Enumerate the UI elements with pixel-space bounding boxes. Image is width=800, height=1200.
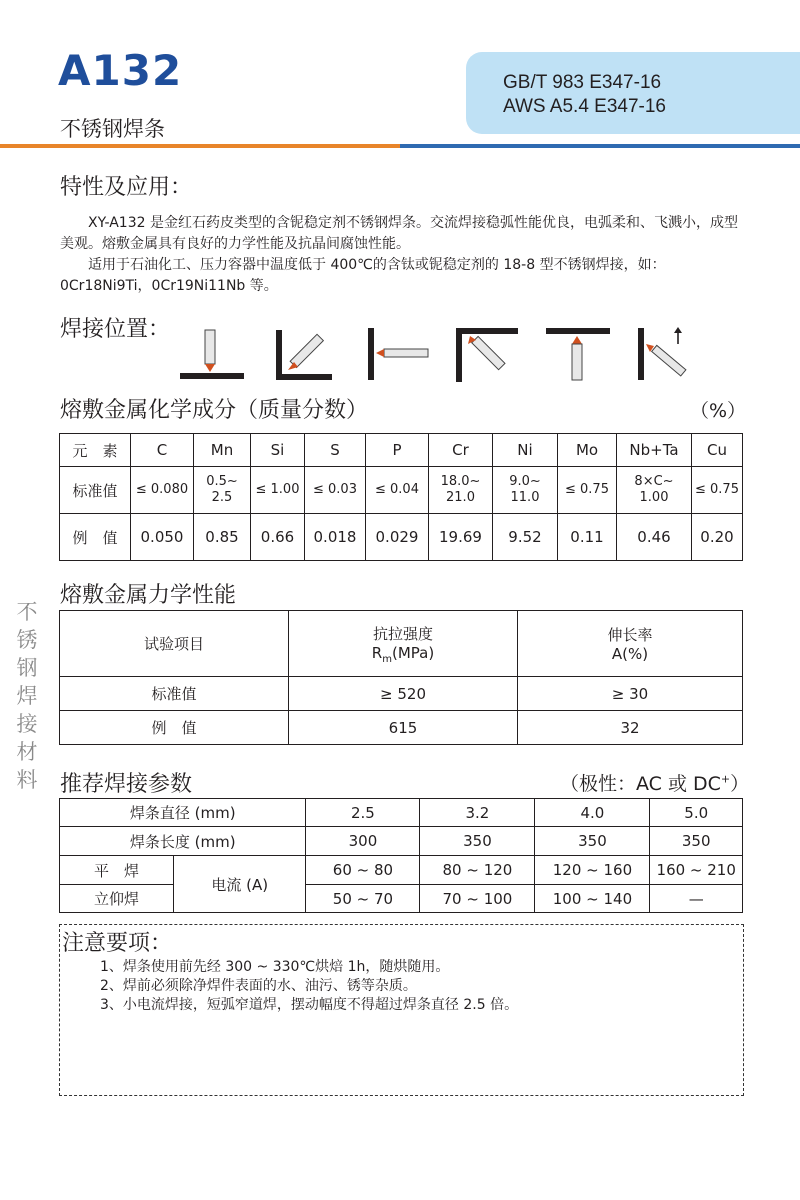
params-flat-label: 平 焊	[60, 856, 174, 885]
chem-e-8: 0.11	[558, 514, 617, 561]
chemistry-standard-row	[60, 467, 743, 514]
chem-h-4: S	[305, 434, 366, 467]
mech-h-elongation	[518, 611, 743, 677]
chem-s-0: 标准值	[60, 467, 131, 514]
notes-title: 注意要项：	[62, 931, 173, 956]
chem-s-2: 0.5~ 2.5	[194, 467, 251, 514]
chemistry-unit: （%）	[690, 400, 747, 422]
side-category-tab: 不锈钢焊接材料	[16, 600, 38, 792]
params-f-0: 60 ~ 80	[306, 856, 420, 885]
standard-gb: GB/T 983 E347-16	[503, 72, 662, 93]
chem-s-5: ≤ 0.04	[366, 467, 429, 514]
chem-s-10: ≤ 0.75	[692, 467, 743, 514]
horizontal-position-icon	[368, 328, 428, 380]
params-vertical-row	[60, 885, 743, 913]
mech-h-elongation-label: 伸长率	[607, 626, 653, 644]
params-length-label: 焊条长度 (mm)	[60, 827, 306, 856]
chem-h-10: Cu	[692, 434, 743, 467]
params-d-3: 5.0	[650, 799, 743, 827]
params-l-2: 350	[535, 827, 650, 856]
params-table	[59, 798, 743, 913]
properties-paragraph-2: 适用于石油化工、压力容器中温度低于 400℃的含钛或铌稳定剂的 18-8 型不锈钢焊接，如：0Cr18Ni9Ti，0Cr19Ni11Nb 等。	[60, 257, 666, 294]
params-vertical-label: 立仰焊	[60, 885, 174, 913]
mech-s-2: ≥ 30	[518, 677, 743, 711]
mechanical-standard-row	[60, 677, 743, 711]
horizontal-fillet-icon	[276, 330, 332, 380]
params-current-label: 电流 (A)	[174, 856, 306, 913]
chem-e-10: 0.20	[692, 514, 743, 561]
chemistry-header-row	[60, 434, 743, 467]
chem-h-6: Cr	[429, 434, 493, 467]
chem-e-5: 0.029	[366, 514, 429, 561]
chem-h-7: Ni	[493, 434, 558, 467]
mech-e-1: 615	[289, 711, 518, 745]
params-d-0: 2.5	[306, 799, 420, 827]
params-l-1: 350	[420, 827, 535, 856]
chem-h-3: Si	[251, 434, 305, 467]
chem-s-4: ≤ 0.03	[305, 467, 366, 514]
params-v-3: —	[650, 885, 743, 913]
properties-title: 特性及应用：	[60, 175, 193, 200]
params-v-0: 50 ~ 70	[306, 885, 420, 913]
chemistry-table	[59, 433, 743, 561]
chem-e-6: 19.69	[429, 514, 493, 561]
mech-s-1: ≥ 520	[289, 677, 518, 711]
params-d-2: 4.0	[535, 799, 650, 827]
overhead-position-icon	[546, 328, 610, 380]
params-flat-row	[60, 856, 743, 885]
flat-position-icon	[180, 330, 244, 379]
params-d-1: 3.2	[420, 799, 535, 827]
product-model: A132	[58, 46, 183, 95]
positions-title: 焊接位置：	[60, 317, 171, 342]
params-v-1: 70 ~ 100	[420, 885, 535, 913]
mechanical-title: 熔敷金属力学性能	[60, 583, 237, 608]
mech-h-strength	[289, 611, 518, 677]
chem-h-9: Nb+Ta	[617, 434, 692, 467]
params-polarity: （极性：AC 或 DC+）	[560, 772, 750, 795]
mech-h-item: 试验项目	[60, 611, 289, 677]
note-item-2: 2、焊前必须除净焊件表面的水、油污、锈等杂质。	[100, 978, 417, 994]
chem-s-9: 8×C~ 1.00	[617, 467, 692, 514]
chem-s-8: ≤ 0.75	[558, 467, 617, 514]
chemistry-title: 熔敷金属化学成分（质量分数）	[60, 398, 369, 423]
chem-h-1: C	[131, 434, 194, 467]
chem-e-0: 例 值	[60, 514, 131, 561]
chem-s-1: ≤ 0.080	[131, 467, 194, 514]
chem-e-3: 0.66	[251, 514, 305, 561]
welding-positions-graphic	[170, 322, 710, 388]
chem-s-7: 9.0~ 11.0	[493, 467, 558, 514]
product-type: 不锈钢焊条	[60, 117, 165, 141]
mechanical-header-row	[60, 611, 743, 677]
mech-e-0: 例 值	[60, 711, 289, 745]
chem-s-6: 18.0~ 21.0	[429, 467, 493, 514]
chem-h-2: Mn	[194, 434, 251, 467]
params-f-1: 80 ~ 120	[420, 856, 535, 885]
mech-h-elongation-unit: A(%)	[611, 645, 649, 663]
properties-paragraph-1: XY-A132 是金红石药皮类型的含铌稳定剂不锈钢焊条。交流焊接稳弧性能优良，电弧柔和、飞溅小，成型美观。熔敷金属具有良好的力学性能及抗晶间腐蚀性能。	[60, 215, 738, 252]
chem-h-8: Mo	[558, 434, 617, 467]
chemistry-example-row	[60, 514, 743, 561]
params-f-3: 160 ~ 210	[650, 856, 743, 885]
mechanical-example-row	[60, 711, 743, 745]
header-rule-orange	[0, 144, 400, 148]
overhead-fillet-icon	[456, 328, 518, 382]
params-l-3: 350	[650, 827, 743, 856]
chem-s-3: ≤ 1.00	[251, 467, 305, 514]
chem-e-2: 0.85	[194, 514, 251, 561]
params-l-0: 300	[306, 827, 420, 856]
params-v-2: 100 ~ 140	[535, 885, 650, 913]
mechanical-table	[59, 610, 743, 745]
params-f-2: 120 ~ 160	[535, 856, 650, 885]
chem-e-7: 9.52	[493, 514, 558, 561]
note-item-1: 1、焊条使用前先经 300 ~ 330℃烘焙 1h，随烘随用。	[100, 959, 450, 975]
mech-e-2: 32	[518, 711, 743, 745]
header-rule-blue	[400, 144, 800, 148]
chem-e-9: 0.46	[617, 514, 692, 561]
params-title: 推荐焊接参数	[60, 772, 193, 797]
params-diameter-row	[60, 799, 743, 827]
chem-e-4: 0.018	[305, 514, 366, 561]
vertical-up-position-icon	[638, 327, 686, 380]
mech-h-strength-label: 抗拉强度	[372, 624, 433, 643]
chem-h-5: P	[366, 434, 429, 467]
chem-h-0: 元 素	[60, 434, 131, 467]
note-item-3: 3、小电流焊接，短弧窄道焊，摆动幅度不得超过焊条直径 2.5 倍。	[100, 997, 519, 1013]
standard-aws: AWS A5.4 E347-16	[503, 96, 667, 117]
params-length-row	[60, 827, 743, 856]
chem-e-1: 0.050	[131, 514, 194, 561]
mech-s-0: 标准值	[60, 677, 289, 711]
params-diameter-label: 焊条直径 (mm)	[60, 799, 306, 827]
mech-h-strength-unit: $R_m(MPa)$	[371, 643, 435, 665]
